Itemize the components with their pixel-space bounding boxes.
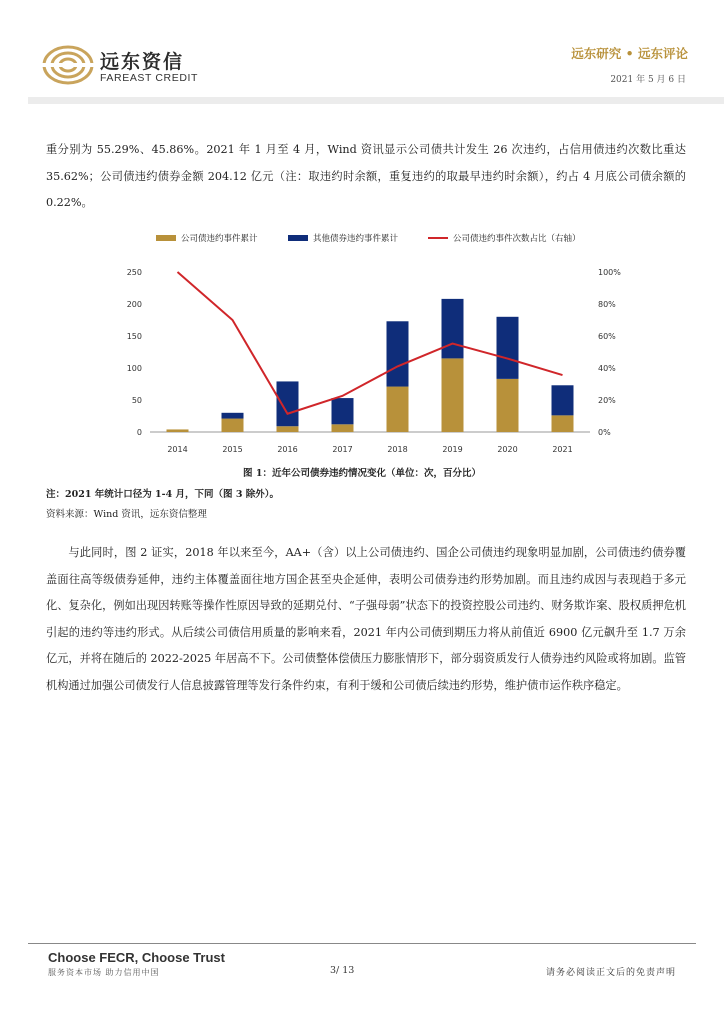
x-tick-label: 2016: [277, 445, 298, 454]
y-right-tick-label: 80%: [598, 300, 616, 309]
legend-label: 其他债券违约事件累计: [313, 234, 399, 244]
figure-source: 资料来源：Wind 资讯，远东资信整理: [46, 509, 207, 520]
bar-bond-defaults: [277, 426, 299, 432]
y-right-tick-label: 0%: [598, 428, 611, 437]
header-divider: [28, 97, 724, 104]
bar-other-defaults: [222, 413, 244, 419]
brand-name-en: FAREAST CREDIT: [100, 72, 199, 84]
bar-bond-defaults: [387, 387, 409, 432]
legend-swatch-navy: [288, 235, 308, 241]
legend-item-share-line: [428, 232, 581, 244]
page-header: [0, 0, 724, 104]
x-tick-label: 2018: [387, 445, 408, 454]
bar-other-defaults: [277, 381, 299, 426]
legend-swatch-red: [428, 237, 448, 239]
report-series: 远东研究 • 远东评论: [571, 46, 688, 61]
x-tick-label: 2019: [442, 445, 463, 454]
body-paragraph-1: 重分别为 55.29%、45.86%。2021 年 1 月至 4 月，Wind 资讯显示公司债共计发生 26 次违约，占信用债违约次数比重达 35.62%；公司债违约债券金额 204.12 亿元（注：取违约时余额，重复违约的取最早违约时余额），约占 4 月底公司债余额的 0.22%。: [46, 143, 686, 209]
footer-divider: [28, 943, 696, 944]
footer-disclaimer: 请务必阅读正文后的免责声明: [545, 968, 676, 978]
bar-other-defaults: [497, 317, 519, 379]
bar-bond-defaults: [497, 379, 519, 432]
x-tick-label: 2015: [222, 445, 243, 454]
footer-slogan: Choose FECR, Choose Trust: [48, 950, 225, 965]
bar-bond-defaults: [442, 358, 464, 432]
y-left-tick-label: 50: [131, 396, 142, 405]
y-right-tick-label: 20%: [598, 396, 616, 405]
legend-item-other-defaults: [288, 232, 398, 244]
footer-subslogan: 服务资本市场 助力信用中国: [48, 968, 160, 977]
page-number: 3/ 13: [330, 965, 355, 976]
bar-other-defaults: [387, 321, 409, 386]
y-left-tick-label: 200: [126, 300, 142, 309]
x-tick-label: 2021: [552, 445, 573, 454]
y-right-tick-label: 100%: [598, 268, 621, 277]
legend-label: 公司债违约事件累计: [181, 234, 258, 244]
legend-label: 公司债违约事件次数占比（右轴）: [453, 234, 581, 244]
figure-caption: 图 1：近年公司债券违约情况变化（单位：次，百分比）: [243, 468, 481, 479]
body-paragraph-2: 与此同时，图 2 证实，2018 年以来至今，AA+（含）以上公司债违约、国企公司债违约现象明显加剧，公司债违约债券覆盖面往高等级债券延伸，违约主体覆盖面往地方国企甚至央企延伸，表明公司债券违约形势加剧。而且违约成因与表现趋于多元化、复杂化，例如出现因转账等操作性原因导致的延期兑付、“子强母弱”状态下的投资控股公司违约、财务欺诈案、股权质押危机引起的违约等违约形式。从后续公司债信用质量的影响来看，2021 年内公司债到期压力将从前值近 6900 亿元飙升至 1.7 万余亿元，并将在随后的 2022-2025 年居高不下。公司债整体偿债压力膨胀情形下，部分弱资质发行人债券违约风险或将加剧。监管机构通过加强公司债发行人信息披露管理等发行条件约束，有利于缓和公司债后续违约形势，维护债市运作秩序稳定。: [46, 546, 686, 692]
report-date: 2021 年 5 月 6 日: [610, 75, 686, 85]
bar-bond-defaults: [552, 415, 574, 432]
brand-name-cn: 远东资信: [100, 51, 185, 73]
bar-other-defaults: [332, 398, 354, 424]
fareast-logo-icon: [42, 44, 94, 86]
bar-bond-defaults: [222, 419, 244, 432]
bar-bond-defaults: [332, 424, 354, 432]
legend-item-bond-defaults: [156, 232, 258, 244]
y-left-tick-label: 0: [136, 428, 142, 437]
x-tick-label: 2014: [167, 445, 188, 454]
figure-note: 注：2021 年统计口径为 1-4 月，下同（图 3 除外）。: [46, 489, 280, 500]
y-left-tick-label: 250: [126, 268, 142, 277]
x-tick-label: 2017: [332, 445, 353, 454]
bar-other-defaults: [442, 299, 464, 359]
x-tick-label: 2020: [497, 445, 518, 454]
default-chart: [120, 258, 640, 458]
bar-bond-defaults: [167, 429, 189, 432]
y-right-tick-label: 60%: [598, 332, 616, 341]
bar-other-defaults: [552, 385, 574, 415]
y-left-tick-label: 100: [126, 364, 142, 373]
y-right-tick-label: 40%: [598, 364, 616, 373]
legend-swatch-gold: [156, 235, 176, 241]
y-left-tick-label: 150: [126, 332, 142, 341]
